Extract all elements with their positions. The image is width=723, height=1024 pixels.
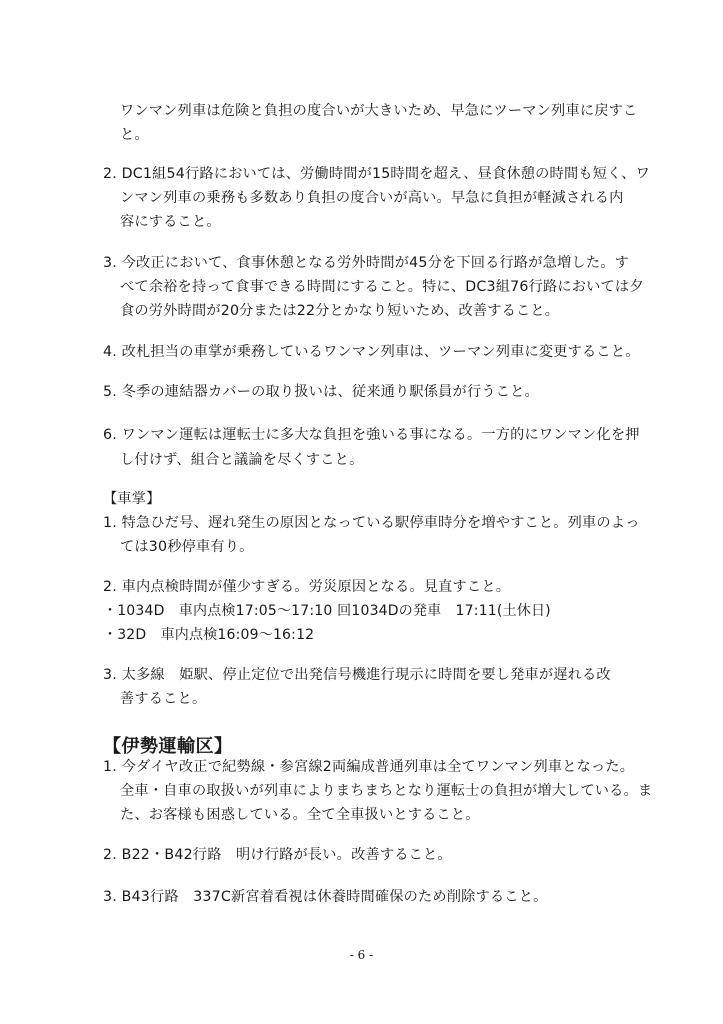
shasho-item-1-line-2: ては30秒停車有り。 [120, 539, 254, 555]
shasho-item-2-sub-2: ・32D 車内点検16:09〜16:12 [103, 627, 315, 643]
shasho-item-3-line-2: 善すること。 [120, 691, 207, 707]
intro-line-2: と。 [120, 127, 149, 143]
shasho-item-2-sub-1: ・1034D 車内点検17:05〜17:10 回1034Dの発車 17:11(土休日) [103, 603, 551, 619]
list-item-2-line-1: 2. DC1組54行路においては、労働時間が15時間を超え、昼食休憩の時間も短く、ワ [103, 166, 650, 182]
ise-item-1-line-2: 全車・自車の取扱いが列車によりまちまちとなり運転士の負担が増大している。ま [120, 783, 653, 799]
section-heading-shasho: 【車掌】 [103, 491, 161, 507]
page-number: - 6 - [349, 948, 374, 962]
list-item-4: 4. 改札担当の車掌が乗務しているワンマン列車は、ツーマン列車に変更すること。 [103, 344, 640, 360]
list-item-2-line-2: ンマン列車の乗務も多数あり負担の度合いが高い。早急に負担が軽減される内 [120, 190, 624, 206]
shasho-item-1-line-1: 1. 特急ひだ号、遅れ発生の原因となっている駅停車時分を増やすこと。列車のよっ [103, 515, 640, 531]
ise-item-1-line-1: 1. 今ダイヤ改正で紀勢線・参宮線2両編成普通列車は全てワンマン列車となった。 [103, 759, 635, 775]
ise-item-3: 3. B43行路 337C新宮着看視は休養時間確保のため削除すること。 [103, 889, 548, 905]
section-heading-ise: 【伊勢運輸区】 [103, 736, 233, 757]
shasho-item-3-line-1: 3. 太多線 姫駅、停止定位で出発信号機進行現示に時間を要し発車が遅れる改 [103, 667, 611, 683]
ise-item-2: 2. B22・B42行路 明け行路が長い。改善すること。 [103, 847, 452, 863]
list-item-5: 5. 冬季の連結器カバーの取り扱いは、従来通り駅係員が行うこと。 [103, 384, 539, 400]
list-item-6-line-1: 6. ワンマン運転は運転士に多大な負担を強いる事になる。一方的にワンマン化を押 [103, 427, 640, 443]
list-item-2-line-3: 容にすること。 [120, 214, 221, 230]
list-item-6-line-2: し付けず、組合と議論を尽くすこと。 [120, 452, 364, 468]
intro-line-1: ワンマン列車は危険と負担の度合いが大きいため、早急にツーマン列車に戻すこ [120, 103, 638, 119]
shasho-item-2-line-1: 2. 車内点検時間が僅少すぎる。労災原因となる。見直すこと。 [103, 579, 511, 595]
list-item-3-line-3: 食の労外時間が20分または22分とかなり短いため、改善すること。 [120, 303, 560, 319]
ise-item-1-line-3: た、お客様も困惑している。全て全車扱いとすること。 [120, 807, 480, 823]
list-item-3-line-1: 3. 今改正において、食事休憩となる労外時間が45分を下回る行路が急増した。す [103, 255, 629, 271]
list-item-3-line-2: べて余裕を持って食事できる時間にすること。特に、DC3組76行路においては夕 [120, 279, 644, 295]
